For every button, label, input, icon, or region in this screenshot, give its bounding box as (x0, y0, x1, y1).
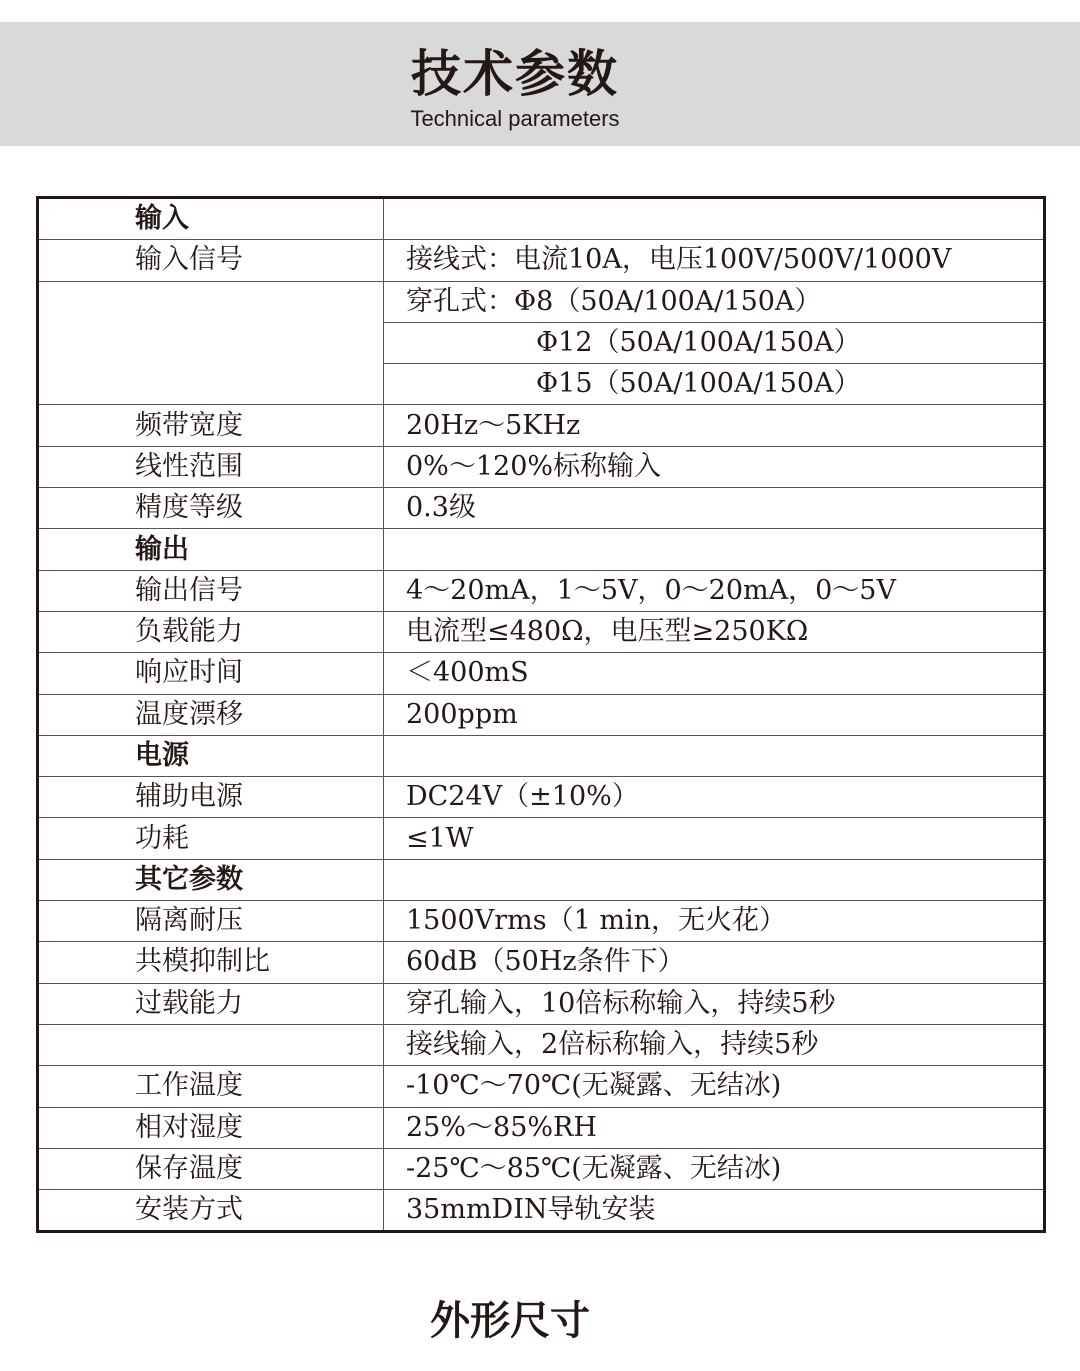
table-row (38, 901, 1045, 942)
param-value: -25℃～85℃(无凝露、无结冰) (384, 1148, 1045, 1189)
param-name: 输入信号 (38, 240, 384, 281)
param-name (38, 322, 384, 363)
table-row (38, 240, 1045, 281)
section-header-row (38, 735, 1045, 776)
section-title-dimensions: 外形尺寸 (430, 1298, 590, 1344)
table-row (38, 405, 1045, 446)
table-row (38, 488, 1045, 529)
section-header-row (38, 198, 1045, 240)
param-name: 负载能力 (38, 611, 384, 652)
param-name: 过载能力 (38, 983, 384, 1024)
param-value: 4～20mA，1～5V，0～20mA，0～5V (384, 570, 1045, 611)
param-value: 35mmDIN导轨安装 (384, 1190, 1045, 1232)
param-value: 穿孔式：Φ8（50A/100A/150A） (384, 281, 1045, 322)
table-row (38, 446, 1045, 487)
table-row (38, 653, 1045, 694)
table-row (38, 322, 1045, 363)
param-name: 频带宽度 (38, 405, 384, 446)
param-name: 输入 (38, 198, 384, 240)
table-row (38, 942, 1045, 983)
section-header-row (38, 529, 1045, 570)
param-value: Φ15（50A/100A/150A） (384, 364, 1045, 405)
param-name: 电源 (38, 735, 384, 776)
param-name: 其它参数 (38, 859, 384, 900)
param-name (38, 1024, 384, 1065)
param-name: 温度漂移 (38, 694, 384, 735)
table-row (38, 1190, 1045, 1232)
table-row (38, 1148, 1045, 1189)
param-value: 接线式：电流10A，电压100V/500V/1000V (384, 240, 1045, 281)
param-value: 0%～120%标称输入 (384, 446, 1045, 487)
spec-table (36, 196, 1046, 1233)
param-value: 25%～85%RH (384, 1107, 1045, 1148)
table-row (38, 694, 1045, 735)
param-value: 1500Vrms（1 min，无火花） (384, 901, 1045, 942)
param-name: 隔离耐压 (38, 901, 384, 942)
param-value (384, 529, 1045, 570)
param-value: 200ppm (384, 694, 1045, 735)
param-value (384, 198, 1045, 240)
param-value: 20Hz～5KHz (384, 405, 1045, 446)
param-value: ≤1W (384, 818, 1045, 859)
table-row (38, 1066, 1045, 1107)
param-name: 精度等级 (38, 488, 384, 529)
param-value: DC24V（±10%） (384, 777, 1045, 818)
param-name: 响应时间 (38, 653, 384, 694)
param-name (38, 364, 384, 405)
param-name: 共模抑制比 (38, 942, 384, 983)
param-name: 保存温度 (38, 1148, 384, 1189)
param-name (38, 281, 384, 322)
param-value: -10℃～70℃(无凝露、无结冰) (384, 1066, 1045, 1107)
param-name: 输出 (38, 529, 384, 570)
table-row (38, 611, 1045, 652)
page-title: 技术参数 (411, 45, 619, 103)
section-header-row (38, 859, 1045, 900)
table-row (38, 983, 1045, 1024)
table-row (38, 777, 1045, 818)
table-row (38, 818, 1045, 859)
param-value: 接线输入，2倍标称输入，持续5秒 (384, 1024, 1045, 1065)
param-value: 0.3级 (384, 488, 1045, 529)
param-value (384, 735, 1045, 776)
param-value: 穿孔输入，10倍标称输入，持续5秒 (384, 983, 1045, 1024)
table-row (38, 364, 1045, 405)
param-name: 相对湿度 (38, 1107, 384, 1148)
param-value: Φ12（50A/100A/150A） (384, 322, 1045, 363)
param-name: 安装方式 (38, 1190, 384, 1232)
param-value: ＜400mS (384, 653, 1045, 694)
page-subtitle: Technical parameters (410, 106, 620, 131)
param-value: 60dB（50Hz条件下） (384, 942, 1045, 983)
param-name: 工作温度 (38, 1066, 384, 1107)
param-name: 输出信号 (38, 570, 384, 611)
param-name: 辅助电源 (38, 777, 384, 818)
param-value (384, 859, 1045, 900)
table-row (38, 281, 1045, 322)
table-row (38, 570, 1045, 611)
param-name: 功耗 (38, 818, 384, 859)
table-row (38, 1107, 1045, 1148)
param-value: 电流型≤480Ω，电压型≥250KΩ (384, 611, 1045, 652)
param-name: 线性范围 (38, 446, 384, 487)
table-row (38, 1024, 1045, 1065)
